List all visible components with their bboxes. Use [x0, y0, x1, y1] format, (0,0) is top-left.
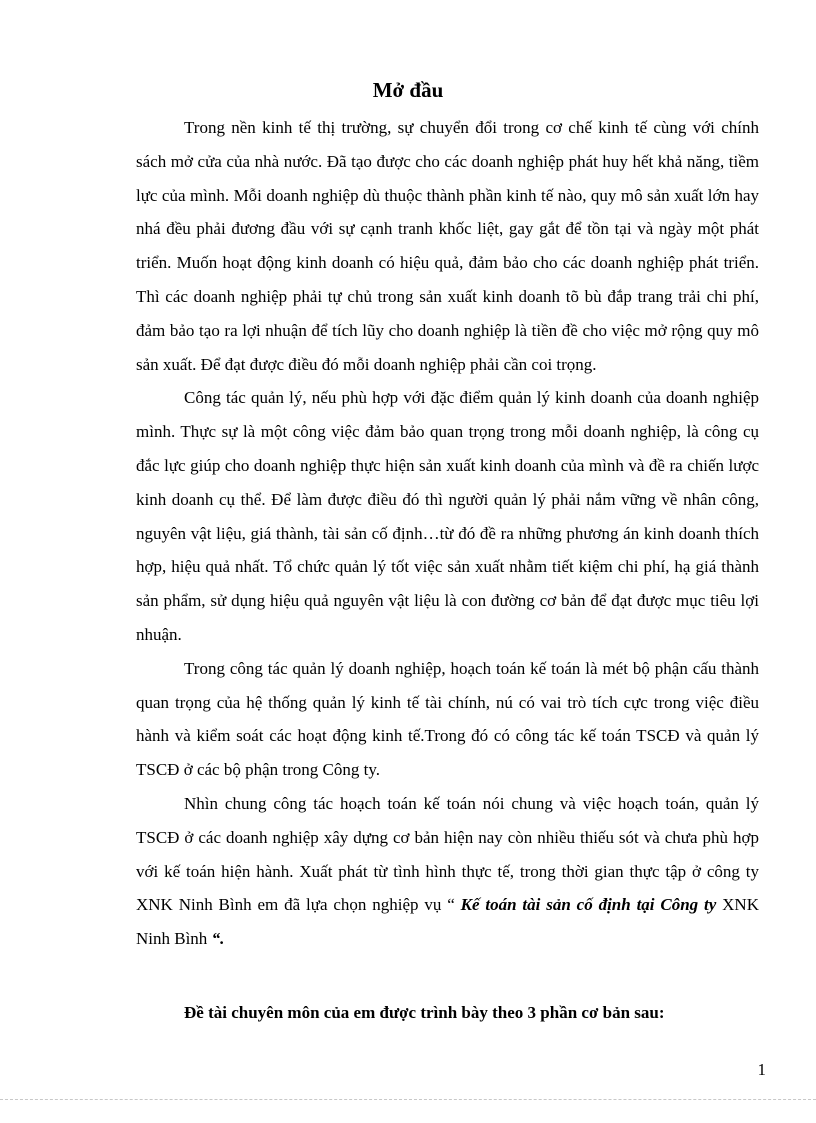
paragraph-1: Trong nền kinh tế thị trường, sự chuyển đổi trong cơ chế kinh tế cùng với chính sách mở cửa của nhà nước. Đã tạo được cho các doanh nghiệp phát huy hết khả năng, tiềm lực của mình. Mỗi doanh nghiệp dù thuộc thành phần kinh tế nào, quy mô sản xuất lớn hay nhá đều phải đương đầu với sự cạnh tranh khốc liệt, gay gắt để tồn tại và ngày một phát triển. Muốn hoạt động kinh doanh có hiệu quả, đảm bảo cho các doanh nghiệp phát triển. Thì các doanh nghiệp phải tự chủ trong sản xuất kinh doanh tõ bù đắp trang trải chi phí, đảm bảo tạo ra lợi nhuận để tích lũy cho doanh nghiệp là tiền đề cho việc mở rộng quy mô sản xuất. Để đạt được điều đó mỗi doanh nghiệp phải cần coi trọng. [136, 118, 759, 374]
paragraph-2: Công tác quản lý, nếu phù hợp với đặc điểm quản lý kinh doanh của doanh nghiệp mình. Thực sự là một công việc đảm bảo quan trọng trong mỗi doanh nghiệp, là công cụ đắc lực giúp cho doanh nghiệp thực hiện sản xuất kinh doanh của mình và đề ra chiến lược kinh doanh cụ thể. Để làm được điều đó thì người quản lý phải nắm vững về nhân công, nguyên vật liệu, giá thành, tài sản cố định…từ đó đề ra những phương án kinh doanh thích hợp, hiệu quả nhất. Tổ chức quản lý tốt việc sản xuất nhằm tiết kiệm chi phí, hạ giá thành sản phẩm, sử dụng hiệu quả nguyên vật liệu là con đường cơ bản để đạt được mục tiêu lợi nhuận. [136, 388, 759, 644]
quote-open: “ [447, 895, 461, 915]
topic-plain: XNK Ninh Bình [136, 895, 759, 949]
topic-emphasis: Kế toán tài sản cố định tại Công ty [460, 895, 717, 915]
paragraph-3: Trong công tác quản lý doanh nghiệp, hoạch toán kế toán là mét bộ phận cấu thành quan trọng của hệ thống quản lý kinh tế tài chính, nú có vai trò tích cực trong việc điều hành và kiểm soát các hoạt động kinh tế.Trong đó có công tác kế toán TSCĐ và quản lý TSCĐ ở các bộ phận trong Công ty. [136, 658, 759, 780]
paragraph-4-lead: Nhìn chung công tác hoạch toán kế toán nói chung và việc hoạch toán, quản lý TSCĐ ở các doanh nghiệp xây dựng cơ bản hiện nay còn nhiều thiếu sót và chưa phù hợp với kế toán hiện hành. Xuất phát từ tình hình thực tế, trong thời gian thực tập ở công ty XNK Ninh Bình em đã lựa chọn nghiệp vụ [136, 793, 759, 915]
section-subheading: Đề tài chuyên môn của em được trình bày theo 3 phần cơ bản sau: [184, 1003, 665, 1022]
page-title: Mở đầu [372, 78, 444, 102]
quote-close: “. [211, 929, 225, 949]
paragraph-4 [136, 787, 759, 956]
page-number: 1 [757, 1060, 766, 1079]
page-bottom-divider [0, 1099, 816, 1100]
body-text [136, 111, 759, 956]
